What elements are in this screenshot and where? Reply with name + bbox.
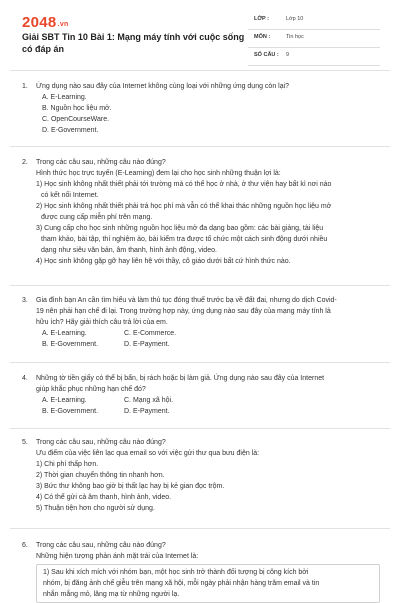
divider [10, 70, 390, 71]
meta-label: MÔN : [254, 34, 271, 40]
question-text: 4) Có thể gửi cả âm thanh, hình ảnh, video. [36, 494, 172, 501]
question-text: dạng như siêu văn bản, âm thanh, hình ảnh động, video. [41, 247, 217, 254]
meta-row-count [248, 48, 380, 66]
question-text: 1) Học sinh không nhất thiết phải tới trường mà có thể học ở nhà, ở thư viện hay bất kì nơi nào [36, 181, 332, 188]
answer-option[interactable]: C. OpenCourseWare. [42, 116, 110, 123]
meta-label: SỐ CÂU : [254, 52, 279, 58]
question-number: 2. [22, 159, 28, 166]
question-text: hữu ích? Hãy giải thích câu trả lời của em. [36, 319, 168, 326]
answer-option[interactable]: D. E-Payment. [124, 408, 170, 415]
answer-option[interactable]: D. E-Government. [42, 127, 99, 134]
option-row [36, 406, 380, 417]
question-text: 1) Chi phí thấp hơn. [36, 461, 99, 468]
option-row [36, 328, 380, 339]
question-text: Ưu điểm của việc liên lạc qua email so với việc gửi thư qua bưu điện là: [36, 450, 260, 457]
statement-text: 1) Sau khi xích mích với nhóm bạn, một học sinh trở thành đối tượng bị công kích bởi [43, 569, 309, 576]
statement-box [36, 564, 380, 603]
question-text: Những hiện tượng phản ánh mặt trái của Internet là: [36, 553, 199, 560]
question-number: 4. [22, 375, 28, 382]
statement-text: nhóm, bị đăng ảnh chế giễu trên mạng xã hội, mỗi ngày phải nhận hàng trăm email và tin [43, 580, 320, 587]
question-text: 5) Thuận tiện hơn cho người sử dụng. [36, 505, 155, 512]
divider [10, 528, 390, 529]
divider [10, 285, 390, 286]
page-title: Giải SBT Tin 10 Bài 1: Mạng máy tính với cuộc sống có đáp án [22, 32, 245, 54]
question-text: 3) Cung cấp cho học sinh những nguồn học liệu mở đa dạng bao gồm: các bài giảng, tài liệu [36, 225, 324, 232]
question-text: 2) Thời gian chuyển thông tin nhanh hơn. [36, 472, 165, 479]
question-text: giúp khắc phục những hạn chế đó? [36, 386, 146, 393]
answer-option[interactable]: A. E-Learning. [42, 94, 87, 101]
question-text: Ứng dụng nào sau đây của Internet không cùng loại với những ứng dụng còn lại? [36, 83, 290, 90]
answer-option[interactable]: A. E-Learning. [42, 397, 87, 404]
answer-option[interactable]: D. E-Payment. [124, 341, 170, 348]
question-text: Trong các câu sau, những câu nào đúng? [36, 542, 166, 549]
question-number: 1. [22, 83, 28, 90]
answer-option[interactable]: C. E-Commerce. [124, 330, 177, 337]
divider [10, 428, 390, 429]
statement-text: nhắn mắng mỏ, lăng mạ từ những người lạ. [43, 591, 180, 598]
option-row [36, 339, 380, 350]
answer-option[interactable]: C. Mạng xã hội. [124, 397, 174, 404]
meta-info [248, 12, 380, 66]
divider [10, 146, 390, 147]
divider [10, 362, 390, 363]
meta-value: Lớp 10 [286, 16, 304, 22]
question-text: tham khảo, bài tập, thí nghiệm ảo, bài kiểm tra được tổ chức một cách sinh động dưới nhiều [41, 236, 328, 243]
question-number: 6. [22, 542, 28, 549]
logo-suffix: .vn [57, 21, 69, 28]
meta-row-subject [248, 30, 380, 48]
meta-row-class [248, 12, 380, 30]
question-text: Gia đình bạn An cần tìm hiểu và làm thủ tục đóng thuế trước bạ về đất đai, nhưng do dịch Covid- [36, 297, 337, 304]
question-text: Những tờ tiền giấy có thể bị bẩn, bị rách hoặc bị làm giả. Ứng dụng nào sau đây của Internet [36, 375, 325, 382]
question-number: 3. [22, 297, 28, 304]
question-text: được cung cấp miễn phí trên mạng. [41, 214, 153, 221]
meta-value: Tin học [286, 34, 304, 40]
header [0, 0, 400, 62]
meta-label: LỚP : [254, 16, 269, 22]
answer-option[interactable]: B. Nguồn học liệu mở. [42, 105, 112, 112]
option-row [36, 395, 380, 406]
question-text: Trong các câu sau, những câu nào đúng? [36, 439, 166, 446]
question-number: 5. [22, 439, 28, 446]
question-text: Trong các câu sau, những câu nào đúng? [36, 159, 166, 166]
site-logo[interactable] [22, 14, 69, 31]
question-text: 4) Học sinh không gặp gỡ hay liên hệ với thầy, cô giáo dưới bất cứ hình thức nào. [36, 258, 291, 265]
question-text: 3) Bức thư không bao giờ bị thất lạc hay bị kẻ gian đọc trộm. [36, 483, 225, 490]
question-text: 2) Học sinh không nhất thiết phải trả học phí mà vẫn có thể khai thác những nguồn học liệu mở [36, 203, 332, 210]
meta-value: 9 [286, 52, 290, 58]
answer-option[interactable]: B. E-Government. [42, 341, 99, 348]
answer-option[interactable]: B. E-Government. [42, 408, 99, 415]
question-text: 19 nên phải hạn chế đi lại. Trong trường hợp này, ứng dụng nào sau đây của mạng máy tính là [36, 308, 331, 315]
question-text: có kết nối Internet. [41, 192, 99, 199]
question-text: Hình thức học trực tuyến (E-Learning) đem lại cho học sinh những thuận lợi là: [36, 170, 281, 177]
logo-text: 2048 [22, 14, 57, 31]
answer-option[interactable]: A. E-Learning. [42, 330, 87, 337]
